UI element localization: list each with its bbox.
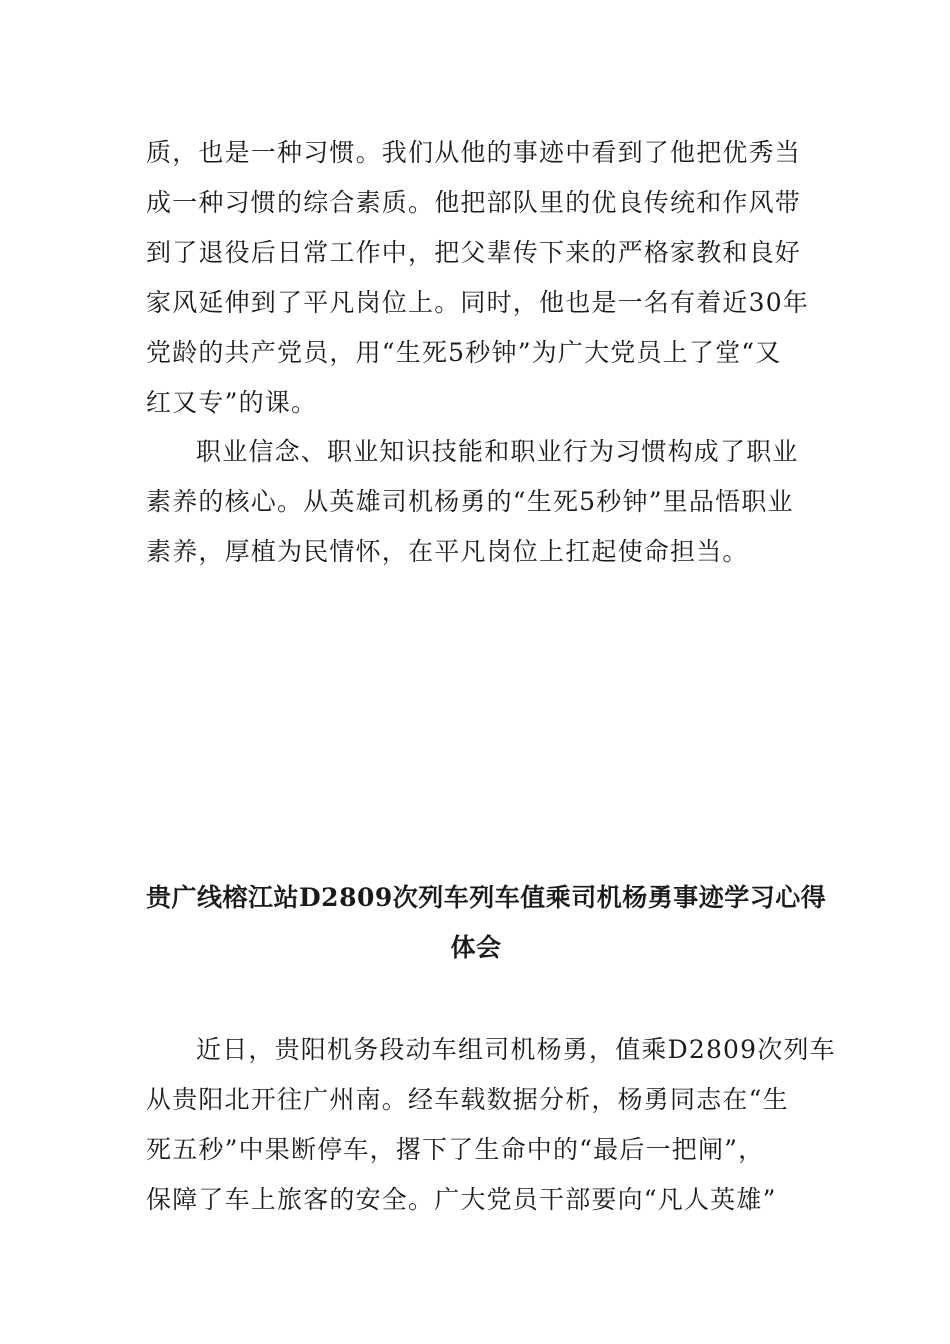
body-line: 保障了车上旅客的安全。广大党员干部要向“凡人英雄” [146,1185,777,1214]
body-line: 职业信念、职业知识技能和职业行为习惯构成了职业 [196,437,799,466]
body-line: 死五秒”中果断停车，撂下了生命中的“最后一把闸”， [146,1135,765,1164]
body-line: 党龄的共产党员，用“生死5秒钟”为广大党员上了堂“又 [146,338,782,367]
section-title: 体会 [450,933,502,962]
body-line: 到了退役后日常工作中，把父辈传下来的严格家教和良好 [146,238,802,267]
body-line: 家风延伸到了平凡岗位上。同时，他也是一名有着近30年 [146,288,810,317]
body-line: 质，也是一种习惯。我们从他的事迹中看到了他把优秀当 [146,138,802,167]
body-line: 近日，贵阳机务段动车组司机杨勇，值乘D2809次列车 [196,1035,836,1064]
body-line: 从贵阳北开往广州南。经车载数据分析，杨勇同志在“生 [146,1085,789,1114]
body-line: 素养的核心。从英雄司机杨勇的“生死5秒钟”里品悟职业 [146,487,794,516]
section-title: 贵广线榕江站D2809次列车列车值乘司机杨勇事迹学习心得 [146,883,827,912]
body-line: 素养，厚植为民情怀，在平凡岗位上扛起使命担当。 [146,537,749,566]
body-line: 成一种习惯的综合素质。他把部队里的优良传统和作风带 [146,188,802,217]
body-line: 红又专”的课。 [146,388,318,417]
